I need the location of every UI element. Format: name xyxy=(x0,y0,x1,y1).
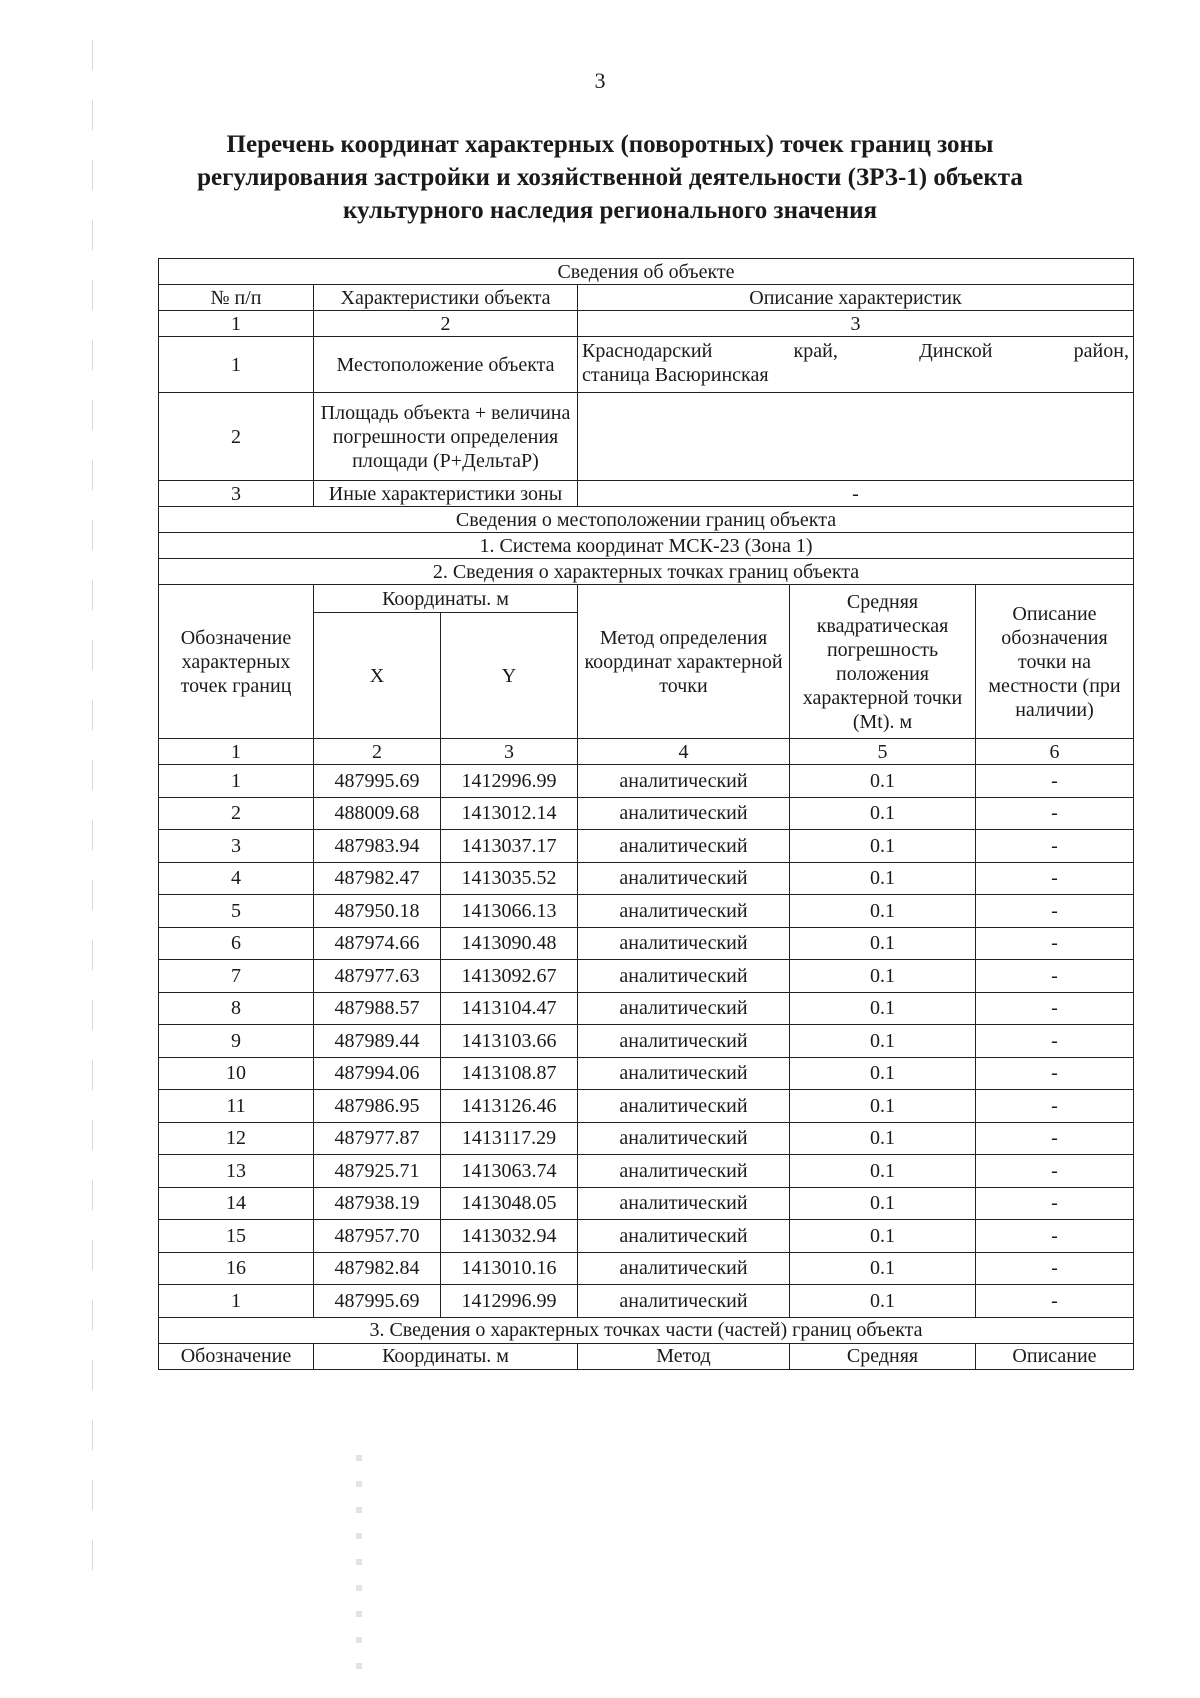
point-number: 10 xyxy=(159,1057,314,1090)
coordinate-system: 1. Система координат МСК-23 (Зона 1) xyxy=(159,533,1134,559)
object-info-header: Сведения об объекте xyxy=(159,259,1134,285)
point-y: 1413010.16 xyxy=(441,1252,578,1285)
location-header: Сведения о местоположении границ объекта xyxy=(159,507,1134,533)
table-row xyxy=(159,992,1134,1025)
location-word: Краснодарский xyxy=(582,340,713,362)
point-method: аналитический xyxy=(578,960,790,993)
points-col-index: 4 xyxy=(578,739,790,765)
point-mt: 0.1 xyxy=(790,830,976,863)
point-x: 487938.19 xyxy=(314,1187,441,1220)
table-row xyxy=(159,1285,1134,1318)
point-x: 487982.84 xyxy=(314,1252,441,1285)
point-desc: - xyxy=(976,895,1134,928)
point-y: 1413090.48 xyxy=(441,927,578,960)
point-method: аналитический xyxy=(578,992,790,1025)
point-y: 1412996.99 xyxy=(441,1285,578,1318)
point-x: 487989.44 xyxy=(314,1025,441,1058)
point-method: аналитический xyxy=(578,1025,790,1058)
point-desc: - xyxy=(976,992,1134,1025)
table-row xyxy=(159,927,1134,960)
point-number: 11 xyxy=(159,1090,314,1123)
document-title xyxy=(170,128,1050,227)
point-desc: - xyxy=(976,1090,1134,1123)
point-method: аналитический xyxy=(578,1057,790,1090)
col-header-description: Описание характеристик xyxy=(578,285,1134,311)
point-desc: - xyxy=(976,1285,1134,1318)
point-number: 16 xyxy=(159,1252,314,1285)
point-number: 15 xyxy=(159,1220,314,1253)
col-header-y: Y xyxy=(441,613,578,739)
point-method: аналитический xyxy=(578,1187,790,1220)
table-row xyxy=(159,1252,1134,1285)
point-desc: - xyxy=(976,1057,1134,1090)
point-number: 12 xyxy=(159,1122,314,1155)
point-y: 1413012.14 xyxy=(441,797,578,830)
point-desc: - xyxy=(976,765,1134,798)
table-row xyxy=(159,895,1134,928)
point-mt: 0.1 xyxy=(790,1155,976,1188)
point-method: аналитический xyxy=(578,1122,790,1155)
location-description xyxy=(578,337,1134,393)
point-desc: - xyxy=(976,1025,1134,1058)
table-row xyxy=(159,830,1134,863)
col-header-num: № п/п xyxy=(159,285,314,311)
point-y: 1413048.05 xyxy=(441,1187,578,1220)
point-desc: - xyxy=(976,862,1134,895)
point-method: аналитический xyxy=(578,1090,790,1123)
parts-section-header: 3. Сведения о характерных точках части (частей) границ объекта xyxy=(159,1317,1134,1343)
table-row xyxy=(159,1187,1134,1220)
point-mt: 0.1 xyxy=(790,765,976,798)
point-number: 5 xyxy=(159,895,314,928)
parts-col-desc: Описание xyxy=(976,1343,1134,1369)
title-line-2: регулирования застройки и хозяйственной деятельности (ЗРЗ-1) объекта xyxy=(197,164,1023,191)
col-header-coords: Координаты. м xyxy=(314,585,578,613)
info-row-description xyxy=(578,393,1134,481)
location-word: край, xyxy=(793,340,838,362)
point-method: аналитический xyxy=(578,1155,790,1188)
points-col-index: 5 xyxy=(790,739,976,765)
point-x: 487994.06 xyxy=(314,1057,441,1090)
point-y: 1413103.66 xyxy=(441,1025,578,1058)
point-y: 1413066.13 xyxy=(441,895,578,928)
col-index-3: 3 xyxy=(578,311,1134,337)
point-number: 9 xyxy=(159,1025,314,1058)
point-desc: - xyxy=(976,1252,1134,1285)
points-section-header: 2. Сведения о характерных точках границ объекта xyxy=(159,559,1134,585)
page-number: 3 xyxy=(594,68,606,93)
point-number: 3 xyxy=(159,830,314,863)
parts-col-error: Средняя xyxy=(790,1343,976,1369)
point-mt: 0.1 xyxy=(790,1220,976,1253)
scan-margin-artifact xyxy=(92,40,93,1600)
location-word: Динской xyxy=(919,340,993,362)
table-row xyxy=(159,1122,1134,1155)
location-line-1 xyxy=(582,339,1129,363)
coordinates-table xyxy=(158,258,1134,1370)
table-row xyxy=(159,1025,1134,1058)
point-mt: 0.1 xyxy=(790,960,976,993)
col-header-characteristics: Характеристики объекта xyxy=(314,285,578,311)
info-row-num: 1 xyxy=(159,337,314,393)
table-row xyxy=(159,1220,1134,1253)
point-number: 8 xyxy=(159,992,314,1025)
table-row xyxy=(159,1057,1134,1090)
col-header-method: Метод определения координат характерной точки xyxy=(578,585,790,739)
parts-col-point: Обозначение xyxy=(159,1343,314,1369)
table-row xyxy=(159,862,1134,895)
point-x: 487988.57 xyxy=(314,992,441,1025)
point-mt: 0.1 xyxy=(790,992,976,1025)
point-number: 14 xyxy=(159,1187,314,1220)
point-y: 1413117.29 xyxy=(441,1122,578,1155)
point-method: аналитический xyxy=(578,862,790,895)
point-x: 487957.70 xyxy=(314,1220,441,1253)
point-x: 487925.71 xyxy=(314,1155,441,1188)
points-col-index: 3 xyxy=(441,739,578,765)
point-method: аналитический xyxy=(578,1220,790,1253)
point-x: 487974.66 xyxy=(314,927,441,960)
point-mt: 0.1 xyxy=(790,1285,976,1318)
point-desc: - xyxy=(976,830,1134,863)
info-row-num: 2 xyxy=(159,393,314,481)
table-row xyxy=(159,797,1134,830)
point-mt: 0.1 xyxy=(790,1252,976,1285)
title-line-3: культурного наследия регионального значения xyxy=(342,197,878,224)
point-mt: 0.1 xyxy=(790,862,976,895)
table-row xyxy=(159,960,1134,993)
scan-noise-artifact xyxy=(356,1455,362,1685)
col-index-1: 1 xyxy=(159,311,314,337)
point-method: аналитический xyxy=(578,765,790,798)
point-mt: 0.1 xyxy=(790,1187,976,1220)
point-desc: - xyxy=(976,1155,1134,1188)
col-header-error: Средняя квадратическая погрешность положения характерной точки (Mt). м xyxy=(790,585,976,739)
table-row xyxy=(159,1090,1134,1123)
location-word: район, xyxy=(1073,340,1129,362)
info-row-characteristic: Иные характеристики зоны xyxy=(314,481,578,507)
point-method: аналитический xyxy=(578,830,790,863)
point-method: аналитический xyxy=(578,895,790,928)
table-row xyxy=(159,1155,1134,1188)
table-row xyxy=(159,765,1134,798)
point-x: 487995.69 xyxy=(314,765,441,798)
point-number: 13 xyxy=(159,1155,314,1188)
point-x: 487977.87 xyxy=(314,1122,441,1155)
points-col-index: 6 xyxy=(976,739,1134,765)
point-number: 1 xyxy=(159,1285,314,1318)
point-desc: - xyxy=(976,1220,1134,1253)
point-mt: 0.1 xyxy=(790,1025,976,1058)
point-y: 1413104.47 xyxy=(441,992,578,1025)
point-y: 1413035.52 xyxy=(441,862,578,895)
point-mt: 0.1 xyxy=(790,1057,976,1090)
parts-col-method: Метод xyxy=(578,1343,790,1369)
point-y: 1413126.46 xyxy=(441,1090,578,1123)
point-desc: - xyxy=(976,960,1134,993)
info-row-num: 3 xyxy=(159,481,314,507)
location-line-2: станица Васюринская xyxy=(582,364,769,386)
point-y: 1413032.94 xyxy=(441,1220,578,1253)
point-x: 487986.95 xyxy=(314,1090,441,1123)
point-y: 1413037.17 xyxy=(441,830,578,863)
point-number: 2 xyxy=(159,797,314,830)
point-mt: 0.1 xyxy=(790,895,976,928)
point-number: 4 xyxy=(159,862,314,895)
point-mt: 0.1 xyxy=(790,1122,976,1155)
point-x: 488009.68 xyxy=(314,797,441,830)
point-desc: - xyxy=(976,797,1134,830)
point-number: 1 xyxy=(159,765,314,798)
point-y: 1413063.74 xyxy=(441,1155,578,1188)
points-col-index: 2 xyxy=(314,739,441,765)
point-x: 487977.63 xyxy=(314,960,441,993)
point-method: аналитический xyxy=(578,1252,790,1285)
point-mt: 0.1 xyxy=(790,797,976,830)
point-x: 487995.69 xyxy=(314,1285,441,1318)
point-number: 6 xyxy=(159,927,314,960)
point-method: аналитический xyxy=(578,927,790,960)
title-line-1: Перечень координат характерных (поворотных) точек границ зоны xyxy=(226,131,994,158)
info-row-characteristic: Площадь объекта + величина погрешности определения площади (P+ДельтаP) xyxy=(314,393,578,481)
point-desc: - xyxy=(976,1122,1134,1155)
col-header-point: Обозначение характерных точек границ xyxy=(159,585,314,739)
point-y: 1413092.67 xyxy=(441,960,578,993)
point-x: 487950.18 xyxy=(314,895,441,928)
point-mt: 0.1 xyxy=(790,927,976,960)
col-index-2: 2 xyxy=(314,311,578,337)
point-mt: 0.1 xyxy=(790,1090,976,1123)
point-method: аналитический xyxy=(578,1285,790,1318)
point-number: 7 xyxy=(159,960,314,993)
point-desc: - xyxy=(976,1187,1134,1220)
parts-col-coords: Координаты. м xyxy=(314,1343,578,1369)
point-x: 487983.94 xyxy=(314,830,441,863)
point-x: 487982.47 xyxy=(314,862,441,895)
point-desc: - xyxy=(976,927,1134,960)
point-y: 1413108.87 xyxy=(441,1057,578,1090)
point-y: 1412996.99 xyxy=(441,765,578,798)
info-row-characteristic: Местоположение объекта xyxy=(314,337,578,393)
col-header-point-desc: Описание обозначения точки на местности (при наличии) xyxy=(976,585,1134,739)
info-row-description: - xyxy=(578,481,1134,507)
points-col-index: 1 xyxy=(159,739,314,765)
col-header-x: X xyxy=(314,613,441,739)
point-method: аналитический xyxy=(578,797,790,830)
